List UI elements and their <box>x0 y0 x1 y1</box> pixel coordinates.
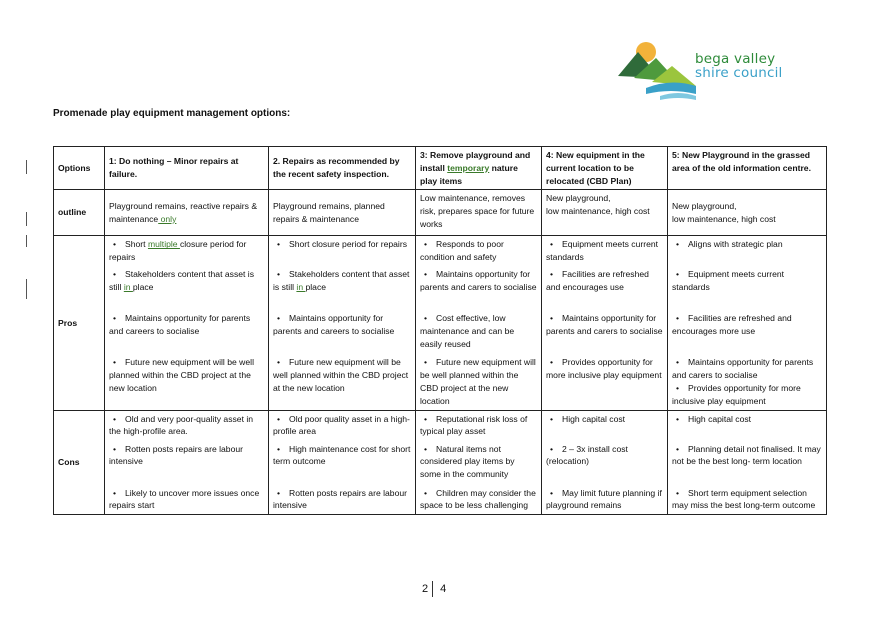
list-item: • Likely to uncover more issues once repairs start <box>109 487 264 513</box>
pros-cell <box>269 236 416 410</box>
temporary-word: temporary <box>447 162 490 173</box>
list-item: • Rotten posts repairs are labour intensive <box>109 443 264 487</box>
list-item: • Rotten posts repairs are labour intensive <box>273 487 411 513</box>
option-3-header: 3: Remove playground and install temporary nature play items <box>416 147 542 190</box>
page-separator <box>432 581 433 597</box>
list-item: • Provides opportunity for more inclusive play equipment <box>546 356 663 382</box>
list-item: • Short term equipment selection may miss the best long-term outcome <box>672 487 822 513</box>
list-item: • Reputational risk loss of typical play asset <box>420 413 537 443</box>
list-item: • Maintains opportunity for parents and careers to socialise <box>109 312 264 356</box>
list-item: • 2 – 3x install cost (relocation) <box>546 443 663 487</box>
list-item: • Short closure period for repairs <box>273 238 411 268</box>
option-1-header: 1: Do nothing – Minor repairs at failure. <box>105 147 269 190</box>
cons-cell <box>416 410 542 515</box>
list-item: • Equipment meets current standards <box>672 268 822 312</box>
cons-cell <box>542 410 668 515</box>
list-item: • Facilities are refreshed and encourages more use <box>672 312 822 356</box>
option-4-header: 4: New equipment in the current location to be relocated (CBD Plan) <box>542 147 668 190</box>
current-page: 2 <box>422 582 429 595</box>
list-item: • Future new equipment will be well planned within the CBD project at the new location <box>273 356 411 394</box>
list-item: • Maintains opportunity for parents and carers to socialise <box>420 268 537 312</box>
list-item: • High maintenance cost for short term outcome <box>273 443 411 487</box>
options-table <box>53 146 827 515</box>
page-title: Promenade play equipment management options: <box>53 108 291 119</box>
list-item: • High capital cost <box>672 413 822 443</box>
change-bar <box>26 212 27 226</box>
change-bar <box>26 235 27 247</box>
pros-cell <box>416 236 542 410</box>
outline-cell: Playground remains, planned repairs & maintenance <box>269 190 416 236</box>
row-label-outline: outline <box>54 190 105 236</box>
list-item: • Responds to poor condition and safety <box>420 238 537 268</box>
list-item: • Children may consider the space to be less challenging <box>420 487 537 513</box>
logo-line2: shire council <box>695 65 783 81</box>
outline-cell: Low maintenance, removes risk, prepares space for future works <box>416 190 542 236</box>
list-item: • Maintains opportunity for parents and carers to socialise <box>546 312 663 356</box>
row-label-options: Options <box>54 147 105 190</box>
change-bar <box>26 279 27 299</box>
page-number <box>422 581 446 597</box>
list-item: • Future new equipment will be well planned within the CBD project at the new location <box>420 356 537 407</box>
list-item: • May limit future planning if playground remains <box>546 487 663 513</box>
pros-row <box>54 236 827 410</box>
list-item: • Stakeholders content that asset is still in place <box>109 268 264 312</box>
option-5-header: 5: New Playground in the grassed area of the old information centre. <box>668 147 827 190</box>
total-pages: 4 <box>440 582 447 595</box>
list-item: • High capital cost <box>546 413 663 443</box>
cons-cell <box>105 410 269 515</box>
logo-line1: bega valley <box>695 51 776 67</box>
list-item: • Provides opportunity for more inclusive play equipment <box>672 382 822 408</box>
outline-cell: Playground remains, reactive repairs & maintenance only <box>105 190 269 236</box>
row-label-cons: Cons <box>54 410 105 515</box>
list-item: • Short multiple closure period for repairs <box>109 238 264 268</box>
list-item: • Aligns with strategic plan <box>672 238 822 268</box>
list-item: • Cost effective, low maintenance and can be easily reused <box>420 312 537 356</box>
cons-row <box>54 410 827 515</box>
list-item: • Stakeholders content that asset is still in place <box>273 268 411 312</box>
list-item: • Maintains opportunity for parents and carers to socialise <box>672 356 822 382</box>
list-item: • Facilities are refreshed and encourages use <box>546 268 663 312</box>
cons-cell <box>668 410 827 515</box>
pros-cell <box>105 236 269 410</box>
header-row <box>54 147 827 190</box>
list-item: • Planning detail not finalised. It may not be the best long- term location <box>672 443 822 487</box>
list-item: • Natural items not considered play items by some in the community <box>420 443 537 487</box>
list-item: • Maintains opportunity for parents and careers to socialise <box>273 312 411 356</box>
row-label-pros: Pros <box>54 236 105 410</box>
option-2-header: 2. Repairs as recommended by the recent safety inspection. <box>269 147 416 190</box>
list-item: • Old poor quality asset in a high-profile area <box>273 413 411 443</box>
pros-cell <box>668 236 827 410</box>
list-item: • Old and very poor-quality asset in the high-profile area. <box>109 413 264 443</box>
cons-cell <box>269 410 416 515</box>
bega-valley-logo <box>616 38 806 102</box>
outline-cell: New playground, low maintenance, high cost <box>542 190 668 236</box>
landscape-logo-icon <box>616 38 696 102</box>
list-item: • Future new equipment will be well planned within the CBD project at the new location <box>109 356 264 394</box>
list-item: • Equipment meets current standards <box>546 238 663 268</box>
outline-row <box>54 190 827 236</box>
pros-cell <box>542 236 668 410</box>
change-bar <box>26 160 27 174</box>
outline-cell: New playground, low maintenance, high cost <box>668 190 827 236</box>
